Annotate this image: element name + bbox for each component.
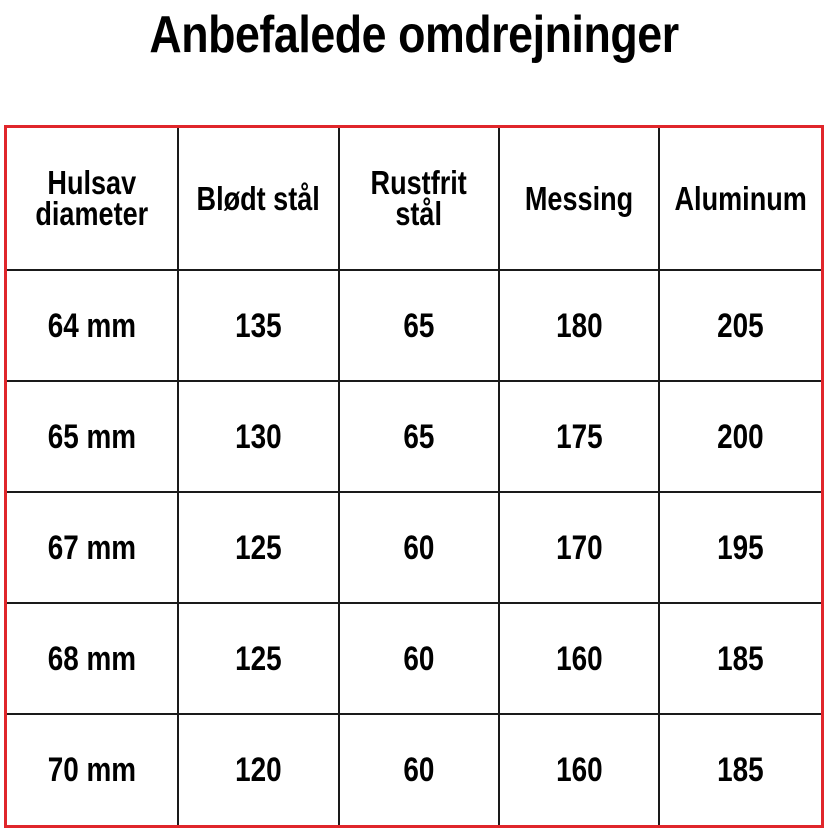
table-cell <box>659 492 821 603</box>
cell-value: 160 <box>555 639 603 678</box>
table-cell <box>659 714 821 825</box>
cell-value: 200 <box>717 417 764 456</box>
cell-value: 125 <box>235 639 282 678</box>
header-cell-mild-steel <box>178 128 339 270</box>
table-cell <box>499 492 659 603</box>
header-label: Messing <box>524 179 634 217</box>
rpm-table-frame <box>4 125 824 828</box>
table-cell <box>178 270 339 381</box>
page-title: Anbefalede omdrejninger <box>149 6 679 64</box>
cell-value: 64 mm <box>47 306 137 345</box>
table-cell <box>339 603 499 714</box>
cell-value: 60 <box>403 528 435 567</box>
table-row <box>7 714 821 825</box>
cell-value: 205 <box>717 306 764 345</box>
cell-value: 65 <box>403 417 435 456</box>
cell-value: 68 mm <box>47 639 137 678</box>
table-row <box>7 381 821 492</box>
table-row <box>7 492 821 603</box>
cell-value: 60 <box>403 751 435 789</box>
table-cell <box>178 603 339 714</box>
cell-value: 185 <box>717 751 764 789</box>
table-cell <box>7 714 178 825</box>
table-cell <box>659 270 821 381</box>
table-cell <box>339 270 499 381</box>
cell-value: 125 <box>235 528 282 567</box>
cell-value: 70 mm <box>47 751 137 789</box>
cell-value: 60 <box>403 639 435 678</box>
table-cell <box>659 381 821 492</box>
table-cell <box>339 714 499 825</box>
header-cell-stainless-steel <box>339 128 499 270</box>
header-label: Hulsav diameter <box>35 163 149 233</box>
cell-value: 175 <box>555 417 603 456</box>
table-cell <box>499 381 659 492</box>
header-label: Rustfrit stål <box>370 163 468 233</box>
table-cell <box>339 381 499 492</box>
header-label: Aluminum <box>674 179 807 217</box>
table-cell <box>499 270 659 381</box>
cell-value: 195 <box>717 528 764 567</box>
header-cell-aluminum <box>659 128 821 270</box>
cell-value: 170 <box>555 528 603 567</box>
rpm-table <box>7 128 821 825</box>
cell-value: 185 <box>717 639 764 678</box>
table-cell <box>499 603 659 714</box>
table-cell <box>659 603 821 714</box>
table-row <box>7 270 821 381</box>
header-cell-brass <box>499 128 659 270</box>
table-cell <box>178 492 339 603</box>
cell-value: 130 <box>235 417 282 456</box>
table-header-row <box>7 128 821 270</box>
table-cell <box>7 492 178 603</box>
cell-value: 65 <box>403 306 435 345</box>
table-cell <box>339 492 499 603</box>
header-label: Blødt stål <box>196 179 321 217</box>
table-cell <box>7 270 178 381</box>
table-cell <box>178 381 339 492</box>
cell-value: 135 <box>235 306 282 345</box>
cell-value: 65 mm <box>47 417 137 456</box>
table-cell <box>7 603 178 714</box>
table-cell <box>178 714 339 825</box>
cell-value: 67 mm <box>47 528 137 567</box>
table-cell <box>7 381 178 492</box>
table-row <box>7 603 821 714</box>
cell-value: 180 <box>555 306 603 345</box>
table-cell <box>499 714 659 825</box>
cell-value: 160 <box>555 751 603 789</box>
header-cell-diameter <box>7 128 178 270</box>
cell-value: 120 <box>235 751 282 789</box>
